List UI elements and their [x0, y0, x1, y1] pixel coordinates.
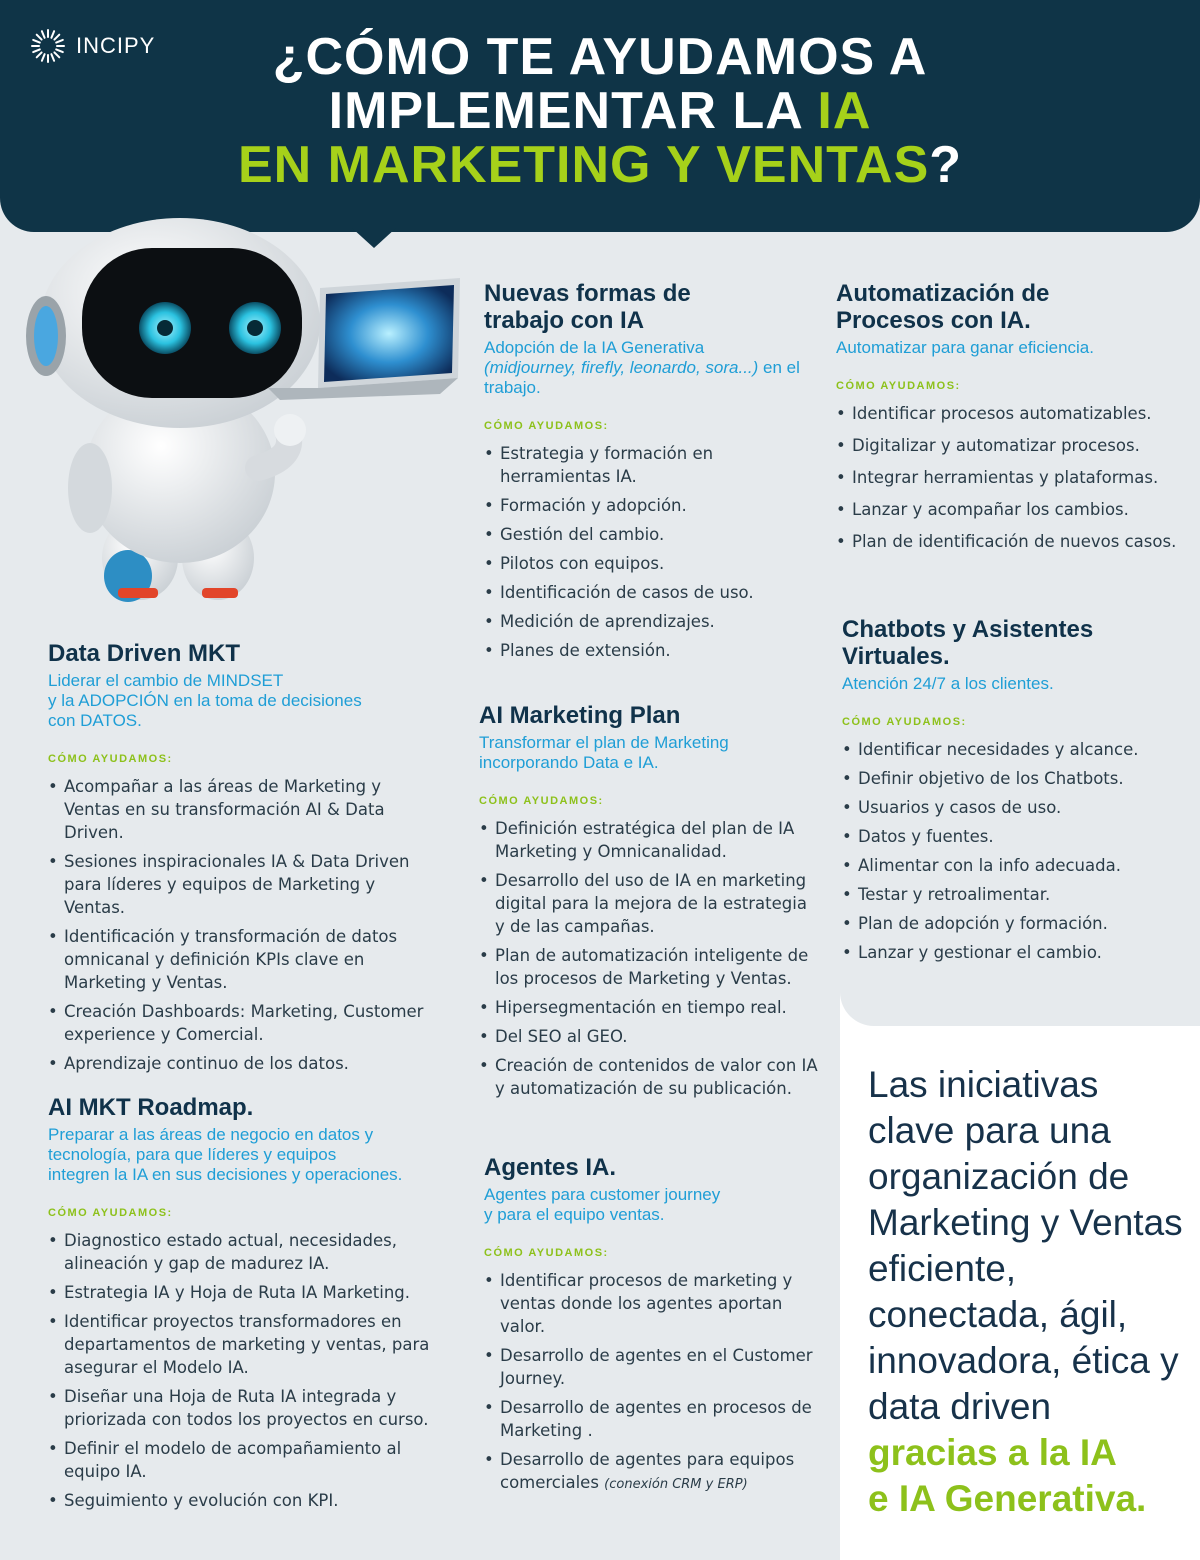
list-item: • Creación de contenidos de valor con IA y automatización de su publicación.: [479, 1054, 819, 1100]
list-item: • Integrar herramientas y plataformas.: [836, 466, 1186, 489]
subtitle-line: y para el equipo ventas.: [484, 1205, 665, 1224]
title-line: trabajo con IA: [484, 307, 645, 334]
list-item: • Estrategia y formación en herramientas IA.: [484, 442, 824, 488]
closing-line: organización de: [868, 1156, 1130, 1197]
list-item: • Aprendizaje continuo de los datos.: [48, 1052, 438, 1075]
list-item: • Usuarios y casos de uso.: [842, 796, 1187, 819]
closing-line: eficiente,: [868, 1248, 1017, 1289]
title-line-3: [0, 138, 1200, 192]
how-label: CÓMO AYUDAMOS:: [48, 753, 173, 765]
list-item: • Digitalizar y automatizar procesos.: [836, 434, 1186, 457]
section-title: Data Driven MKT: [48, 640, 241, 667]
list-item: • Gestión del cambio.: [484, 523, 824, 546]
list-item: • Estrategia IA y Hoja de Ruta IA Marketing.: [48, 1281, 443, 1304]
list-item: • Acompañar a las áreas de Marketing y Ventas en su transformación AI & Data Driven.: [48, 775, 438, 844]
list-item: • Lanzar y gestionar el cambio.: [842, 941, 1187, 964]
list-item: • Plan de identificación de nuevos casos.: [836, 530, 1186, 553]
how-label: CÓMO AYUDAMOS:: [484, 420, 609, 432]
title-line: Procesos con IA.: [836, 307, 1031, 334]
subtitle-line: integren la IA en sus decisiones y operaciones.: [48, 1165, 403, 1184]
list-item: • Plan de adopción y formación.: [842, 912, 1187, 935]
section-subtitle: [479, 733, 819, 773]
list-item: • Creación Dashboards: Marketing, Customer experience y Comercial.: [48, 1000, 438, 1046]
section-subtitle: [484, 338, 824, 398]
subtitle-line: Liderar el cambio de MINDSET: [48, 671, 284, 690]
list-item: • Identificar proyectos transformadores en departamentos de marketing y ventas, para asegurar el Modelo IA.: [48, 1310, 443, 1379]
bullet-list: [836, 402, 1186, 553]
bullet-list: [48, 775, 438, 1075]
bullet-list: [484, 1269, 824, 1496]
list-item: • Datos y fuentes.: [842, 825, 1187, 848]
section-title: [836, 280, 1186, 334]
list-item: • Identificación de casos de uso.: [484, 581, 824, 604]
list-item: • Identificación y transformación de datos omnicanal y definición KPIs clave en Marketing y Ventas.: [48, 925, 438, 994]
closing-line: data driven: [868, 1386, 1052, 1427]
list-item: • Hipersegmentación en tiempo real.: [479, 996, 819, 1019]
how-label: CÓMO AYUDAMOS:: [842, 716, 967, 728]
title-line: Nuevas formas de: [484, 280, 691, 307]
closing-statement: [868, 1062, 1188, 1522]
list-item: • Identificar necesidades y alcance.: [842, 738, 1187, 761]
subtitle-line: Agentes para customer journey: [484, 1185, 721, 1204]
closing-line: clave para una: [868, 1110, 1111, 1151]
how-label: CÓMO AYUDAMOS:: [484, 1247, 609, 1259]
list-item: • Testar y retroalimentar.: [842, 883, 1187, 906]
title-line: Virtuales.: [842, 643, 950, 670]
section-title: Agentes IA.: [484, 1154, 617, 1181]
list-item: • Del SEO al GEO.: [479, 1025, 819, 1048]
bullet-list: [48, 1229, 443, 1512]
logo-text: INCIPY: [76, 33, 156, 58]
list-item: • Planes de extensión.: [484, 639, 824, 662]
how-label: CÓMO AYUDAMOS:: [836, 380, 961, 392]
title-question-mark: ?: [929, 136, 963, 194]
how-label: CÓMO AYUDAMOS:: [48, 1207, 173, 1219]
section-title: [484, 280, 824, 334]
list-item: • Identificar procesos de marketing y ventas donde los agentes aportan valor.: [484, 1269, 824, 1338]
list-item: • Plan de automatización inteligente de los procesos de Marketing y Ventas.: [479, 944, 819, 990]
title-line-1: ¿CÓMO TE AYUDAMOS A: [272, 28, 928, 86]
list-item: • Desarrollo de agentes en procesos de Marketing .: [484, 1396, 824, 1442]
list-item: • Alimentar con la info adecuada.: [842, 854, 1187, 877]
section-title: AI Marketing Plan: [479, 702, 681, 729]
subtitle-line: Adopción de la IA Generativa: [484, 338, 705, 357]
list-item: • Definir objetivo de los Chatbots.: [842, 767, 1187, 790]
section-nuevas-formas: [484, 280, 824, 668]
section-subtitle: Atención 24/7 a los clientes.: [842, 674, 1054, 693]
section-ai-mkt-roadmap: [48, 1094, 443, 1518]
section-automatizacion: [836, 280, 1186, 562]
subtitle-line: tecnología, para que líderes y equipos: [48, 1145, 337, 1164]
list-item: • Medición de aprendizajes.: [484, 610, 824, 633]
closing-line: Las iniciativas: [868, 1064, 1099, 1105]
section-agentes-ia: [484, 1154, 824, 1502]
section-subtitle: [48, 1125, 443, 1185]
title-line-3-highlight: EN MARKETING Y VENTAS: [237, 136, 930, 194]
list-item: • Definir el modelo de acompañamiento al equipo IA.: [48, 1437, 443, 1483]
section-title: [842, 616, 1187, 670]
list-item: • Desarrollo del uso de IA en marketing digital para la mejora de la estrategia y de las campañas.: [479, 869, 819, 938]
list-item: • Lanzar y acompañar los cambios.: [836, 498, 1186, 521]
section-subtitle: [484, 1185, 824, 1225]
list-item: • Definición estratégica del plan de IA Marketing y Omnicanalidad.: [479, 817, 819, 863]
title-line-2-text: IMPLEMENTAR LA: [328, 82, 818, 140]
list-item-note: (conexión CRM y ERP): [604, 1477, 748, 1492]
subtitle-line: Preparar a las áreas de negocio en datos y: [48, 1125, 374, 1144]
subtitle-tools-list: (midjourney, firefly, leonardo, sora...): [484, 358, 759, 377]
list-item: • Diagnostico estado actual, necesidades, alineación y gap de madurez IA.: [48, 1229, 443, 1275]
list-item: • Desarrollo de agentes en el Customer Journey.: [484, 1344, 824, 1390]
title-line: Chatbots y Asistentes: [842, 616, 1094, 643]
bullet-list: [479, 817, 819, 1100]
section-title: AI MKT Roadmap.: [48, 1094, 254, 1121]
subtitle-line: incorporando Data e IA.: [479, 753, 659, 772]
title-line-2-highlight: IA: [817, 82, 872, 140]
section-subtitle: Automatizar para ganar eficiencia.: [836, 338, 1094, 357]
closing-line: conectada, ágil,: [868, 1294, 1128, 1335]
list-item: • Sesiones inspiracionales IA & Data Driven para líderes y equipos de Marketing y Ventas.: [48, 850, 438, 919]
list-item: • Formación y adopción.: [484, 494, 824, 517]
subtitle-line: Transformar el plan de Marketing: [479, 733, 729, 752]
subtitle-line: [484, 358, 824, 398]
section-subtitle: [48, 671, 438, 731]
bullet-list: [842, 738, 1187, 964]
header-banner: [0, 0, 1200, 232]
title-line-2: [0, 84, 1200, 138]
section-data-driven: [48, 640, 438, 1081]
list-item: • Diseñar una Hoja de Ruta IA integrada y priorizada con todos los proyectos en curso.: [48, 1385, 443, 1431]
list-item: • Seguimiento y evolución con KPI.: [48, 1489, 443, 1512]
list-item: • Identificar procesos automatizables.: [836, 402, 1186, 425]
bullet-list: [484, 442, 824, 662]
closing-line: Marketing y Ventas: [868, 1202, 1183, 1243]
subtitle-line: y la ADOPCIÓN en la toma de decisiones: [48, 691, 362, 710]
closing-highlight-line: gracias a la IA: [868, 1432, 1117, 1473]
closing-line: innovadora, ética y: [868, 1340, 1179, 1381]
list-item-text: Desarrollo de agentes para equipos comerciales: [500, 1450, 795, 1492]
title-line: Automatización de: [836, 280, 1050, 307]
subtitle-line: con DATOS.: [48, 711, 142, 730]
list-item: [484, 1448, 824, 1496]
subtitle-end: en el trabajo.: [484, 358, 800, 397]
section-ai-marketing-plan: [479, 702, 819, 1106]
page-title: [0, 30, 1200, 192]
closing-highlight-line: e IA Generativa.: [868, 1478, 1147, 1519]
robot-with-laptop-illustration: [20, 218, 470, 618]
section-chatbots: [842, 616, 1187, 970]
list-item: • Pilotos con equipos.: [484, 552, 824, 575]
how-label: CÓMO AYUDAMOS:: [479, 795, 604, 807]
